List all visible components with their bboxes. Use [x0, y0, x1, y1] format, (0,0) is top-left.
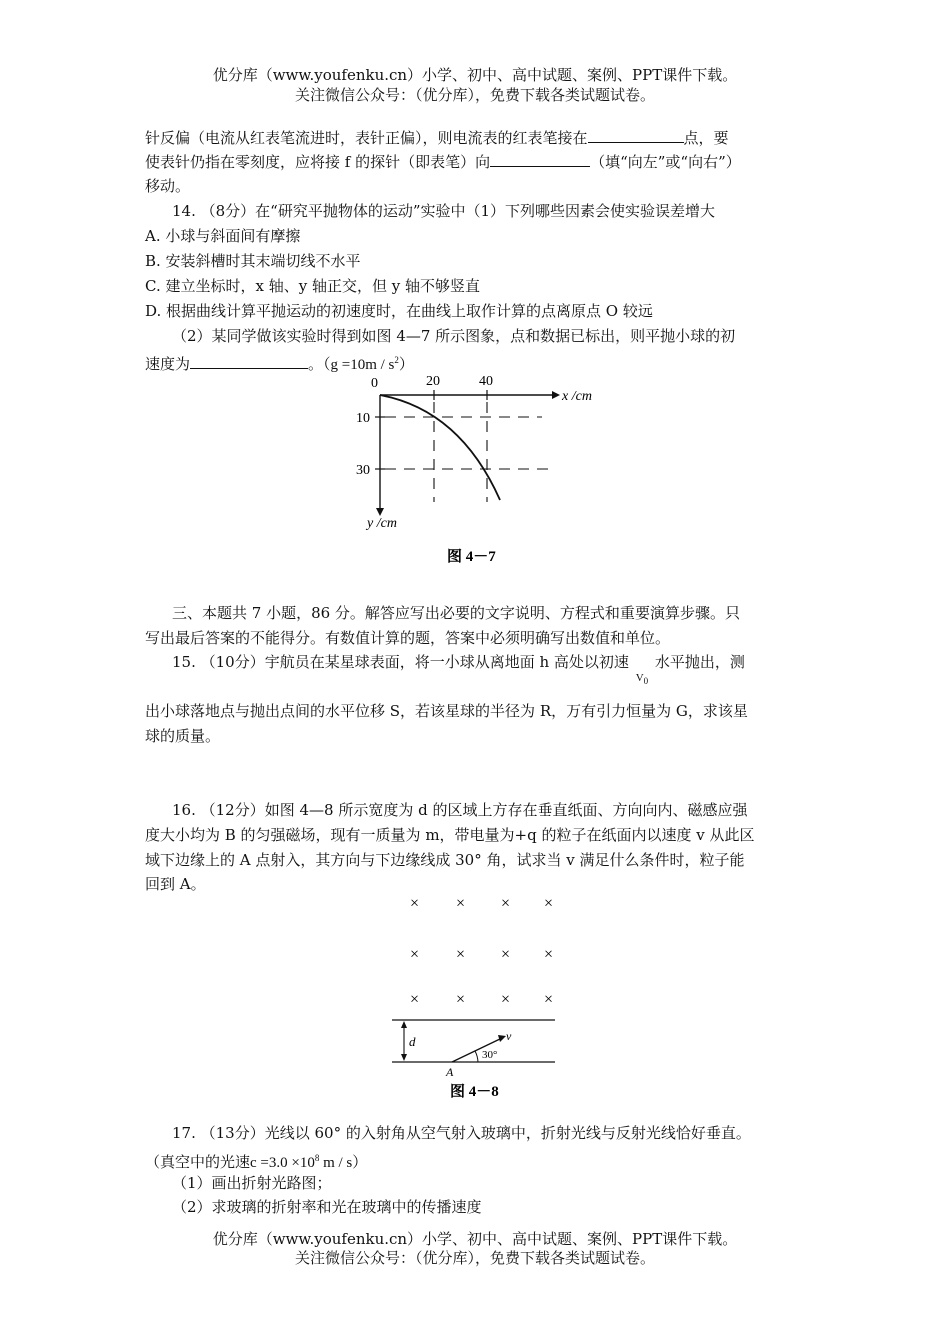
- figure-4-7: [340, 370, 620, 570]
- q15-line-1: [172, 652, 745, 687]
- field-cross: ×: [410, 895, 420, 912]
- velocity-label: v: [506, 1029, 512, 1043]
- q14-option-c: C. 建立坐标时，x 轴、y 轴正交，但 y 轴不够竖直: [145, 277, 480, 295]
- x-tick-label-40: 40: [479, 374, 493, 389]
- q14-text: 速度为: [145, 355, 191, 373]
- angle-label: 30°: [482, 1049, 498, 1061]
- q13-text: 使表针仍指在零刻度，应将接 f 的探针（即表笔）向: [145, 153, 491, 171]
- width-arrow-head-down: [401, 1054, 407, 1061]
- gravity-exponent: 2: [394, 355, 399, 365]
- velocity-arrow-head: [498, 1035, 506, 1042]
- y-tick-label-30: 30: [356, 463, 370, 478]
- x-axis-arrow: [552, 391, 560, 399]
- header-line-1: 优分库（www.youfenku.cn）小学、初中、高中试题、案例、PPT课件下载。: [212, 66, 738, 84]
- section-3-line-2: 写出最后答案的不能得分。有数值计算的题，答案中必须明确写出数值和单位。: [145, 629, 671, 647]
- q13-line-2: [145, 152, 741, 172]
- field-cross: ×: [410, 946, 420, 963]
- gravity-close: ）: [398, 357, 414, 373]
- q17-sub-1: （1）画出折射光路图；: [172, 1174, 332, 1192]
- q14-option-d: D. 根据曲线计算平抛运动的初速度时，在曲线上取作计算的点离原点 O 较远: [145, 302, 653, 320]
- field-cross: ×: [410, 991, 420, 1008]
- q15-text: 水平抛出，测: [654, 653, 745, 671]
- q17-text: （真空中的光速: [145, 1153, 251, 1171]
- field-cross: ×: [456, 946, 466, 963]
- field-cross: ×: [456, 991, 466, 1008]
- trajectory-curve: [380, 395, 500, 500]
- q17-line-1: 17. （13分）光线以 60° 的入射角从空气射入玻璃中，折射光线与反射光线恰好垂直。: [172, 1124, 751, 1142]
- q16-line-3: 域下边缘上的 A 点射入，其方向与下边缘线成 30° 角，试求当 v 满足什么条件时，粒子能: [145, 851, 745, 869]
- width-label: d: [409, 1034, 416, 1049]
- q17-sub-2: （2）求玻璃的折射率和光在玻璃中的传播速度: [172, 1198, 482, 1216]
- q13-text: 针反偏（电流从红表笔流进时，表针正偏），则电流表的红表笔接在: [145, 129, 588, 147]
- q15-line-3: 球的质量。: [145, 727, 221, 745]
- v0-letter: V: [635, 672, 644, 684]
- y-tick-label-10: 10: [356, 411, 370, 426]
- width-arrow-head-up: [401, 1021, 407, 1028]
- q13-line-1: [145, 128, 729, 148]
- section-3-line-1: 三、本题共 7 小题，86 分。解答应写出必要的文字说明、方程式和重要演算步骤。只: [172, 604, 740, 622]
- answer-blank: [588, 128, 684, 143]
- light-speed-unit: m / s: [319, 1155, 353, 1171]
- field-cross: ×: [501, 991, 511, 1008]
- q13-line-3: 移动。: [145, 177, 191, 195]
- q13-text: （填“向左”或“向右”）: [590, 153, 741, 171]
- figure-caption: 图 4－8: [450, 1084, 499, 1100]
- origin-label: 0: [371, 376, 378, 391]
- angle-arc: [475, 1051, 478, 1062]
- footer-line-2: 关注微信公众号：（优分库），免费下载各类试题试卷。: [294, 1249, 655, 1267]
- light-speed-exponent: 8: [314, 1153, 320, 1163]
- figure-4-8: [380, 890, 580, 1105]
- field-cross: ×: [544, 946, 554, 963]
- field-cross: ×: [501, 895, 511, 912]
- q17-line-2: [145, 1148, 367, 1173]
- light-speed-value: c =3.0 ×10: [250, 1155, 315, 1171]
- q13-text: 点，要: [683, 129, 729, 147]
- point-a-label: A: [446, 1065, 454, 1079]
- y-axis-arrow: [376, 508, 384, 516]
- figure-caption: 图 4－7: [447, 549, 496, 565]
- field-cross: ×: [544, 991, 554, 1008]
- answer-blank: [490, 152, 590, 167]
- q14-option-b: B. 安装斜槽时其末端切线不水平: [145, 252, 361, 270]
- v0-subscript: 0: [643, 676, 649, 687]
- q17-text: ）: [352, 1153, 368, 1171]
- v0-symbol: [629, 668, 655, 691]
- gravity-text: 。（g =10m / s: [308, 357, 395, 373]
- speed-of-light: [250, 1155, 352, 1171]
- y-axis-label: y /cm: [367, 516, 397, 531]
- q15-text: 15. （10分）宇航员在某星球表面，将一小球从离地面 h 高处以初速: [172, 653, 629, 671]
- q16-line-4: 回到 A。: [145, 875, 206, 893]
- q14-part2-line-1: （2）某同学做该实验时得到如图 4—7 所示图象，点和数据已标出，则平抛小球的初: [172, 327, 736, 345]
- header-line-2: 关注微信公众号：（优分库），免费下载各类试题试卷。: [294, 86, 655, 104]
- q15-line-2: 出小球落地点与抛出点间的水平位移 S，若该星球的半径为 R，万有引力恒量为 G，求该星: [145, 702, 748, 720]
- footer-line-1: 优分库（www.youfenku.cn）小学、初中、高中试题、案例、PPT课件下载。: [212, 1230, 738, 1248]
- field-cross: ×: [501, 946, 511, 963]
- q16-line-1: 16. （12分）如图 4—8 所示宽度为 d 的区域上方存在垂直纸面、方向向内、磁感应强: [172, 801, 748, 819]
- x-tick-label-20: 20: [426, 374, 440, 389]
- field-cross: ×: [456, 895, 466, 912]
- q14-stem: 14. （8分）在“研究平抛物体的运动”实验中（1）下列哪些因素会使实验误差增大: [172, 202, 716, 220]
- q16-line-2: 度大小均为 B 的匀强磁场，现有一质量为 m，带电量为+q 的粒子在纸面内以速度 v 从此区: [145, 826, 755, 844]
- x-axis-label: x /cm: [562, 389, 592, 404]
- q14-option-a: A. 小球与斜面间有摩擦: [145, 227, 301, 245]
- field-cross: ×: [544, 895, 554, 912]
- answer-blank: [190, 354, 308, 369]
